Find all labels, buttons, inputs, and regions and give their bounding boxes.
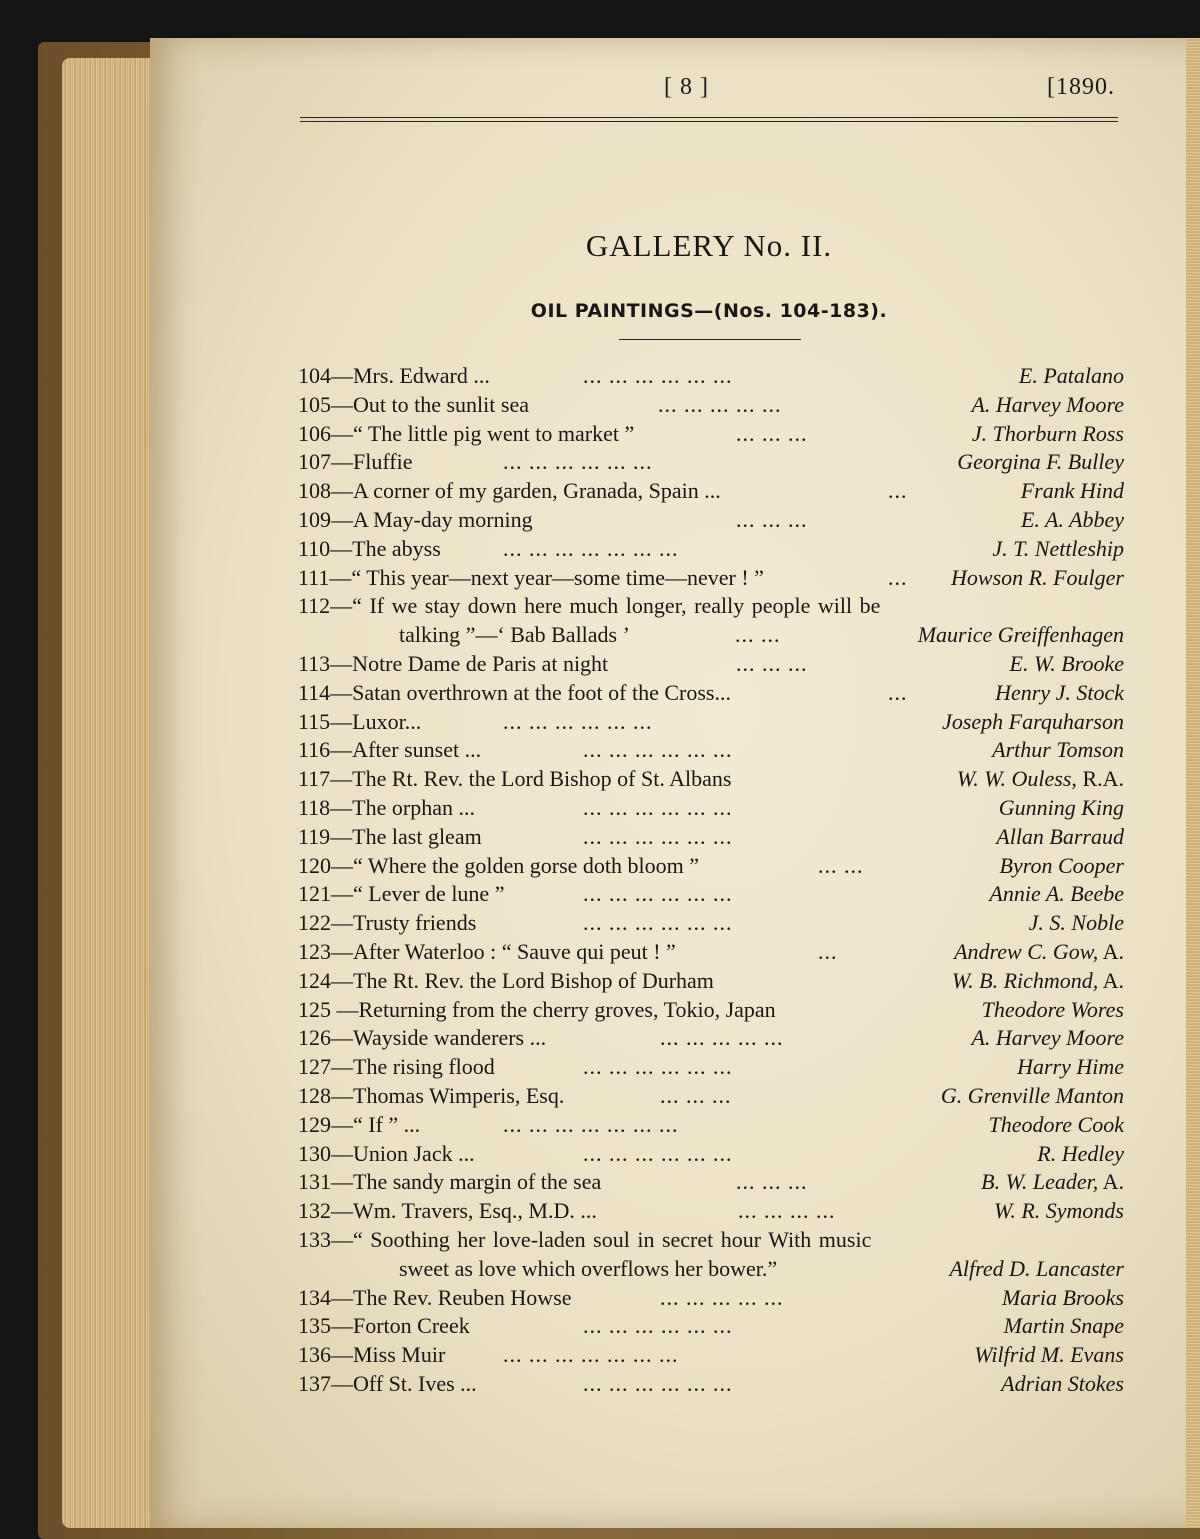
leader-dots: ... — [888, 564, 908, 590]
entry-artist: Maurice Greiffenhagen — [917, 622, 1124, 648]
entry-title: 135—Forton Creek — [298, 1313, 470, 1339]
entry-artist: Annie A. Beebe — [989, 881, 1124, 907]
entry-artist — [952, 967, 1124, 996]
leader-dots: ... ... ... ... ... ... — [583, 794, 733, 820]
leader-dots: ... ... — [735, 622, 781, 648]
entry-title: 136—Miss Muir — [298, 1342, 446, 1368]
entry-artist: Wilfrid M. Evans — [974, 1342, 1124, 1368]
entry-title: 110—The abyss — [298, 535, 441, 561]
leader-dots: ... ... ... ... ... — [658, 391, 782, 417]
list-item — [298, 679, 1124, 708]
list-item — [298, 1053, 1124, 1082]
entry-title: 119—The last gleam — [298, 823, 482, 849]
list-item — [298, 1197, 1124, 1226]
list-item — [298, 650, 1124, 679]
subtitle-rule — [619, 339, 801, 340]
entry-title: 118—The orphan ... — [298, 794, 475, 820]
entry-artist — [957, 765, 1124, 794]
leader-dots: ... — [888, 478, 908, 504]
header-rule-bottom — [300, 121, 1118, 122]
list-item — [298, 1024, 1124, 1053]
leader-dots: ... ... ... ... ... ... — [583, 910, 733, 936]
artist-name: W. W. Ouless, — [956, 766, 1077, 792]
list-item — [298, 1341, 1124, 1370]
entry-title: 124—The Rt. Rev. the Lord Bishop of Durham — [298, 967, 714, 993]
entry-artist: Howson R. Foulger — [951, 564, 1124, 590]
list-item — [298, 794, 1124, 823]
leader-dots: ... — [818, 938, 838, 964]
leader-dots: ... ... ... ... ... — [660, 1284, 784, 1310]
list-item — [298, 708, 1124, 737]
entry-artist: Frank Hind — [1020, 478, 1124, 504]
leader-dots: ... ... — [818, 852, 864, 878]
leader-dots: ... ... ... — [660, 1082, 732, 1108]
entry-title: 109—A May-day morning — [298, 506, 533, 532]
entry-artist: Gunning King — [998, 794, 1124, 820]
list-item — [298, 736, 1124, 765]
list-item — [298, 592, 1124, 621]
artist-suffix: A. — [1098, 1169, 1124, 1195]
leader-dots: ... — [888, 679, 908, 705]
artist-suffix: A. — [1098, 967, 1124, 993]
list-item — [298, 765, 1124, 794]
entry-artist: Alfred D. Lancaster — [949, 1255, 1124, 1281]
entry-title: 137—Off St. Ives ... — [298, 1370, 477, 1396]
leader-dots: ... ... ... — [736, 1169, 808, 1195]
list-item — [298, 420, 1124, 449]
leader-dots: ... ... ... ... ... ... — [583, 881, 733, 907]
entry-artist: A. Harvey Moore — [971, 391, 1124, 417]
leader-dots: ... ... ... ... ... ... — [583, 737, 733, 763]
entry-artist: Theodore Cook — [988, 1111, 1124, 1137]
entry-title-line1: 133—“ Soothing her love-laden soul in secret hour With music — [298, 1226, 872, 1252]
leader-dots: ... ... ... ... ... ... — [583, 823, 733, 849]
leader-dots: ... ... ... ... ... — [660, 1025, 784, 1051]
page-number: [ 8 ] — [664, 74, 709, 100]
year-header: [1890. — [1047, 74, 1115, 100]
entry-artist: Maria Brooks — [1001, 1284, 1124, 1310]
entry-artist: Joseph Farquharson — [942, 708, 1124, 734]
entry-artist: Byron Cooper — [999, 852, 1124, 878]
entry-title: 105—Out to the sunlit sea — [298, 391, 529, 417]
entry-artist: J. Thorburn Ross — [971, 420, 1124, 446]
entry-artist: Martin Snape — [1003, 1313, 1124, 1339]
list-item — [298, 852, 1124, 881]
entry-title: 107—Fluffie — [298, 449, 413, 475]
leader-dots: ... ... ... ... ... ... — [583, 1054, 733, 1080]
leader-dots: ... ... ... ... ... ... ... — [503, 1342, 679, 1368]
list-item — [298, 477, 1124, 506]
entry-artist: Allan Barraud — [996, 823, 1124, 849]
list-item — [298, 362, 1124, 391]
entry-artist: E. A. Abbey — [1020, 506, 1124, 532]
leader-dots: ... ... ... ... ... ... — [503, 449, 653, 475]
entry-title: 125 —Returning from the cherry groves, Tokio, Japan — [298, 996, 776, 1022]
leader-dots: ... ... ... — [736, 506, 808, 532]
entry-title: 121—“ Lever de lune ” — [298, 881, 505, 907]
entry-title: 106—“ The little pig went to market ” — [298, 420, 635, 446]
entry-title: 117—The Rt. Rev. the Lord Bishop of St. Albans — [298, 766, 732, 792]
entry-artist: Harry Hime — [1017, 1054, 1124, 1080]
artist-suffix: R.A. — [1076, 766, 1124, 792]
right-page-edges — [1186, 38, 1200, 1528]
leader-dots: ... ... ... ... — [738, 1198, 836, 1224]
entry-title: 122—Trusty friends — [298, 910, 477, 936]
gallery-title: GALLERY No. II. — [585, 228, 833, 263]
entry-artist: Adrian Stokes — [1001, 1370, 1124, 1396]
entry-title: 123—After Waterloo : “ Sauve qui peut ! ” — [298, 938, 676, 964]
list-item — [298, 1255, 1124, 1284]
catalogue-list — [298, 362, 1124, 1399]
list-item — [298, 1226, 1124, 1255]
artist-suffix: A. — [1098, 938, 1124, 964]
entry-artist: Arthur Tomson — [992, 737, 1124, 763]
entry-artist: J. T. Nettleship — [992, 535, 1124, 561]
list-item — [298, 938, 1124, 967]
list-item — [298, 621, 1124, 650]
entry-artist — [981, 1168, 1124, 1197]
entry-title: 129—“ If ” ... — [298, 1111, 421, 1137]
entry-title-line1: 112—“ If we stay down here much longer, really people will be — [298, 593, 881, 619]
artist-name: Andrew C. Gow, — [954, 938, 1099, 964]
entry-artist: J. S. Noble — [1028, 910, 1124, 936]
entry-title-line2: sweet as love which overflows her bower.” — [399, 1255, 778, 1281]
section-subtitle: OIL PAINTINGS—(Nos. 104-183). — [530, 300, 888, 322]
leader-dots: ... ... ... ... ... ... ... — [503, 535, 679, 561]
entry-title: 134—The Rev. Reuben Howse — [298, 1284, 572, 1310]
list-item — [298, 967, 1124, 996]
entry-title: 120—“ Where the golden gorse doth bloom ” — [298, 852, 699, 878]
leader-dots: ... ... ... ... ... ... — [503, 708, 653, 734]
leader-dots: ... ... ... — [736, 650, 808, 676]
leader-dots: ... ... ... — [736, 420, 808, 446]
list-item — [298, 1111, 1124, 1140]
entry-artist — [954, 938, 1124, 967]
entry-artist: R. Hedley — [1037, 1140, 1124, 1166]
entry-artist: Theodore Wores — [981, 996, 1124, 1022]
leader-dots: ... ... ... ... ... ... — [583, 363, 733, 388]
list-item — [298, 1284, 1124, 1313]
leader-dots: ... ... ... ... ... ... — [583, 1313, 733, 1339]
entry-title: 128—Thomas Wimperis, Esq. — [298, 1082, 565, 1108]
list-item — [298, 535, 1124, 564]
entry-title: 131—The sandy margin of the sea — [298, 1169, 602, 1195]
entry-title: 113—Notre Dame de Paris at night — [298, 650, 609, 676]
entry-title: 116—After sunset ... — [298, 737, 482, 763]
entry-artist: Georgina F. Bulley — [957, 449, 1124, 475]
artist-name: W. B. Richmond, — [951, 967, 1099, 993]
entry-title: 111—“ This year—next year—some time—never ! ” — [298, 564, 764, 590]
entry-title: 130—Union Jack ... — [298, 1140, 475, 1166]
list-item — [298, 1312, 1124, 1341]
list-item — [298, 391, 1124, 420]
leader-dots: ... ... ... ... ... ... — [583, 1140, 733, 1166]
list-item — [298, 1082, 1124, 1111]
entry-artist: G. Grenville Manton — [940, 1082, 1124, 1108]
header-rule-top — [300, 117, 1118, 118]
entry-title-line2: talking ”—‘ Bab Ballads ’ — [399, 622, 630, 648]
list-item — [298, 506, 1124, 535]
list-item — [298, 1370, 1124, 1399]
artist-name: B. W. Leader, — [981, 1169, 1099, 1195]
entry-artist: A. Harvey Moore — [971, 1025, 1124, 1051]
leader-dots: ... ... ... ... ... ... ... — [503, 1111, 679, 1137]
entry-artist: E. W. Brooke — [1009, 650, 1124, 676]
entry-title: 115—Luxor... — [298, 708, 422, 734]
list-item — [298, 448, 1124, 477]
list-item — [298, 909, 1124, 938]
list-item — [298, 564, 1124, 593]
entry-artist: W. R. Symonds — [994, 1198, 1124, 1224]
entry-title: 108—A corner of my garden, Granada, Spain ... — [298, 478, 721, 504]
entry-title: 127—The rising flood — [298, 1054, 495, 1080]
list-item — [298, 1168, 1124, 1197]
entry-title: 114—Satan overthrown at the foot of the Cross... — [298, 679, 731, 705]
list-item — [298, 880, 1124, 909]
entry-title: 132—Wm. Travers, Esq., M.D. ... — [298, 1198, 597, 1224]
entry-title: 126—Wayside wanderers ... — [298, 1025, 547, 1051]
entry-artist: E. Patalano — [1018, 363, 1124, 388]
leader-dots: ... ... ... ... ... ... — [583, 1370, 733, 1396]
list-item — [298, 996, 1124, 1025]
list-item — [298, 823, 1124, 852]
entry-title: 104—Mrs. Edward ... — [298, 363, 490, 388]
list-item — [298, 1140, 1124, 1169]
entry-artist: Henry J. Stock — [995, 679, 1124, 705]
